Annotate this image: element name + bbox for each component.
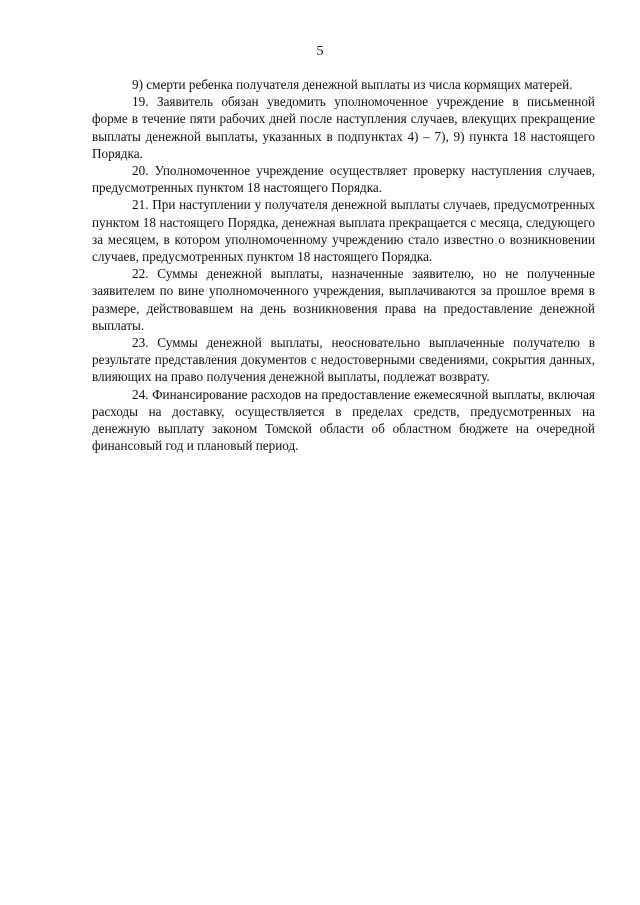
document-body <box>92 76 595 454</box>
paragraph-19: 19. Заявитель обязан уведомить уполномоченное учреждение в письменной форме в течение пяти рабочих дней после наступления случаев, влекущих прекращение выплаты денежной выплаты, указанных в подпунктах 4) – 7), 9) пункта 18 настоящего Порядка. <box>92 94 595 161</box>
paragraph-24: 24. Финансирование расходов на предоставление ежемесячной выплаты, включая расходы на доставку, осуществляется в пределах средств, предусмотренных на денежную выплату законом Томской области об областном бюджете на очередной финансовый год и плановый период. <box>92 386 595 454</box>
paragraph-20: 20. Уполномоченное учреждение осуществляет проверку наступления случаев, предусмотренных пунктом 18 настоящего Порядка. <box>92 163 595 196</box>
paragraph-22: 22. Суммы денежной выплаты, назначенные заявителю, но не полученные заявителем по вине уполномоченного учреждения, выплачиваются за прошлое время в размере, действовавшем на день возникновения права на предоставление денежной выплаты. <box>92 266 595 333</box>
paragraph-23: 23. Суммы денежной выплаты, неосновательно выплаченные получателю в результате представления документов с недостоверными сведениями, сокрытия данных, влияющих на право получения денежной выплаты, подлежат возврату. <box>92 335 595 385</box>
page-number: 5 <box>316 44 324 59</box>
paragraph-21: 21. При наступлении у получателя денежной выплаты случаев, предусмотренных пунктом 18 настоящего Порядка, денежная выплата прекращается с месяца, следующего за месяцем, в котором уполномоченному учреждению стало известно о возникновении случаев, предусмотренных пунктом 18 настоящего Порядка. <box>92 197 595 265</box>
paragraph-item-9: 9) смерти ребенка получателя денежной выплаты из числа кормящих матерей. <box>132 77 573 92</box>
